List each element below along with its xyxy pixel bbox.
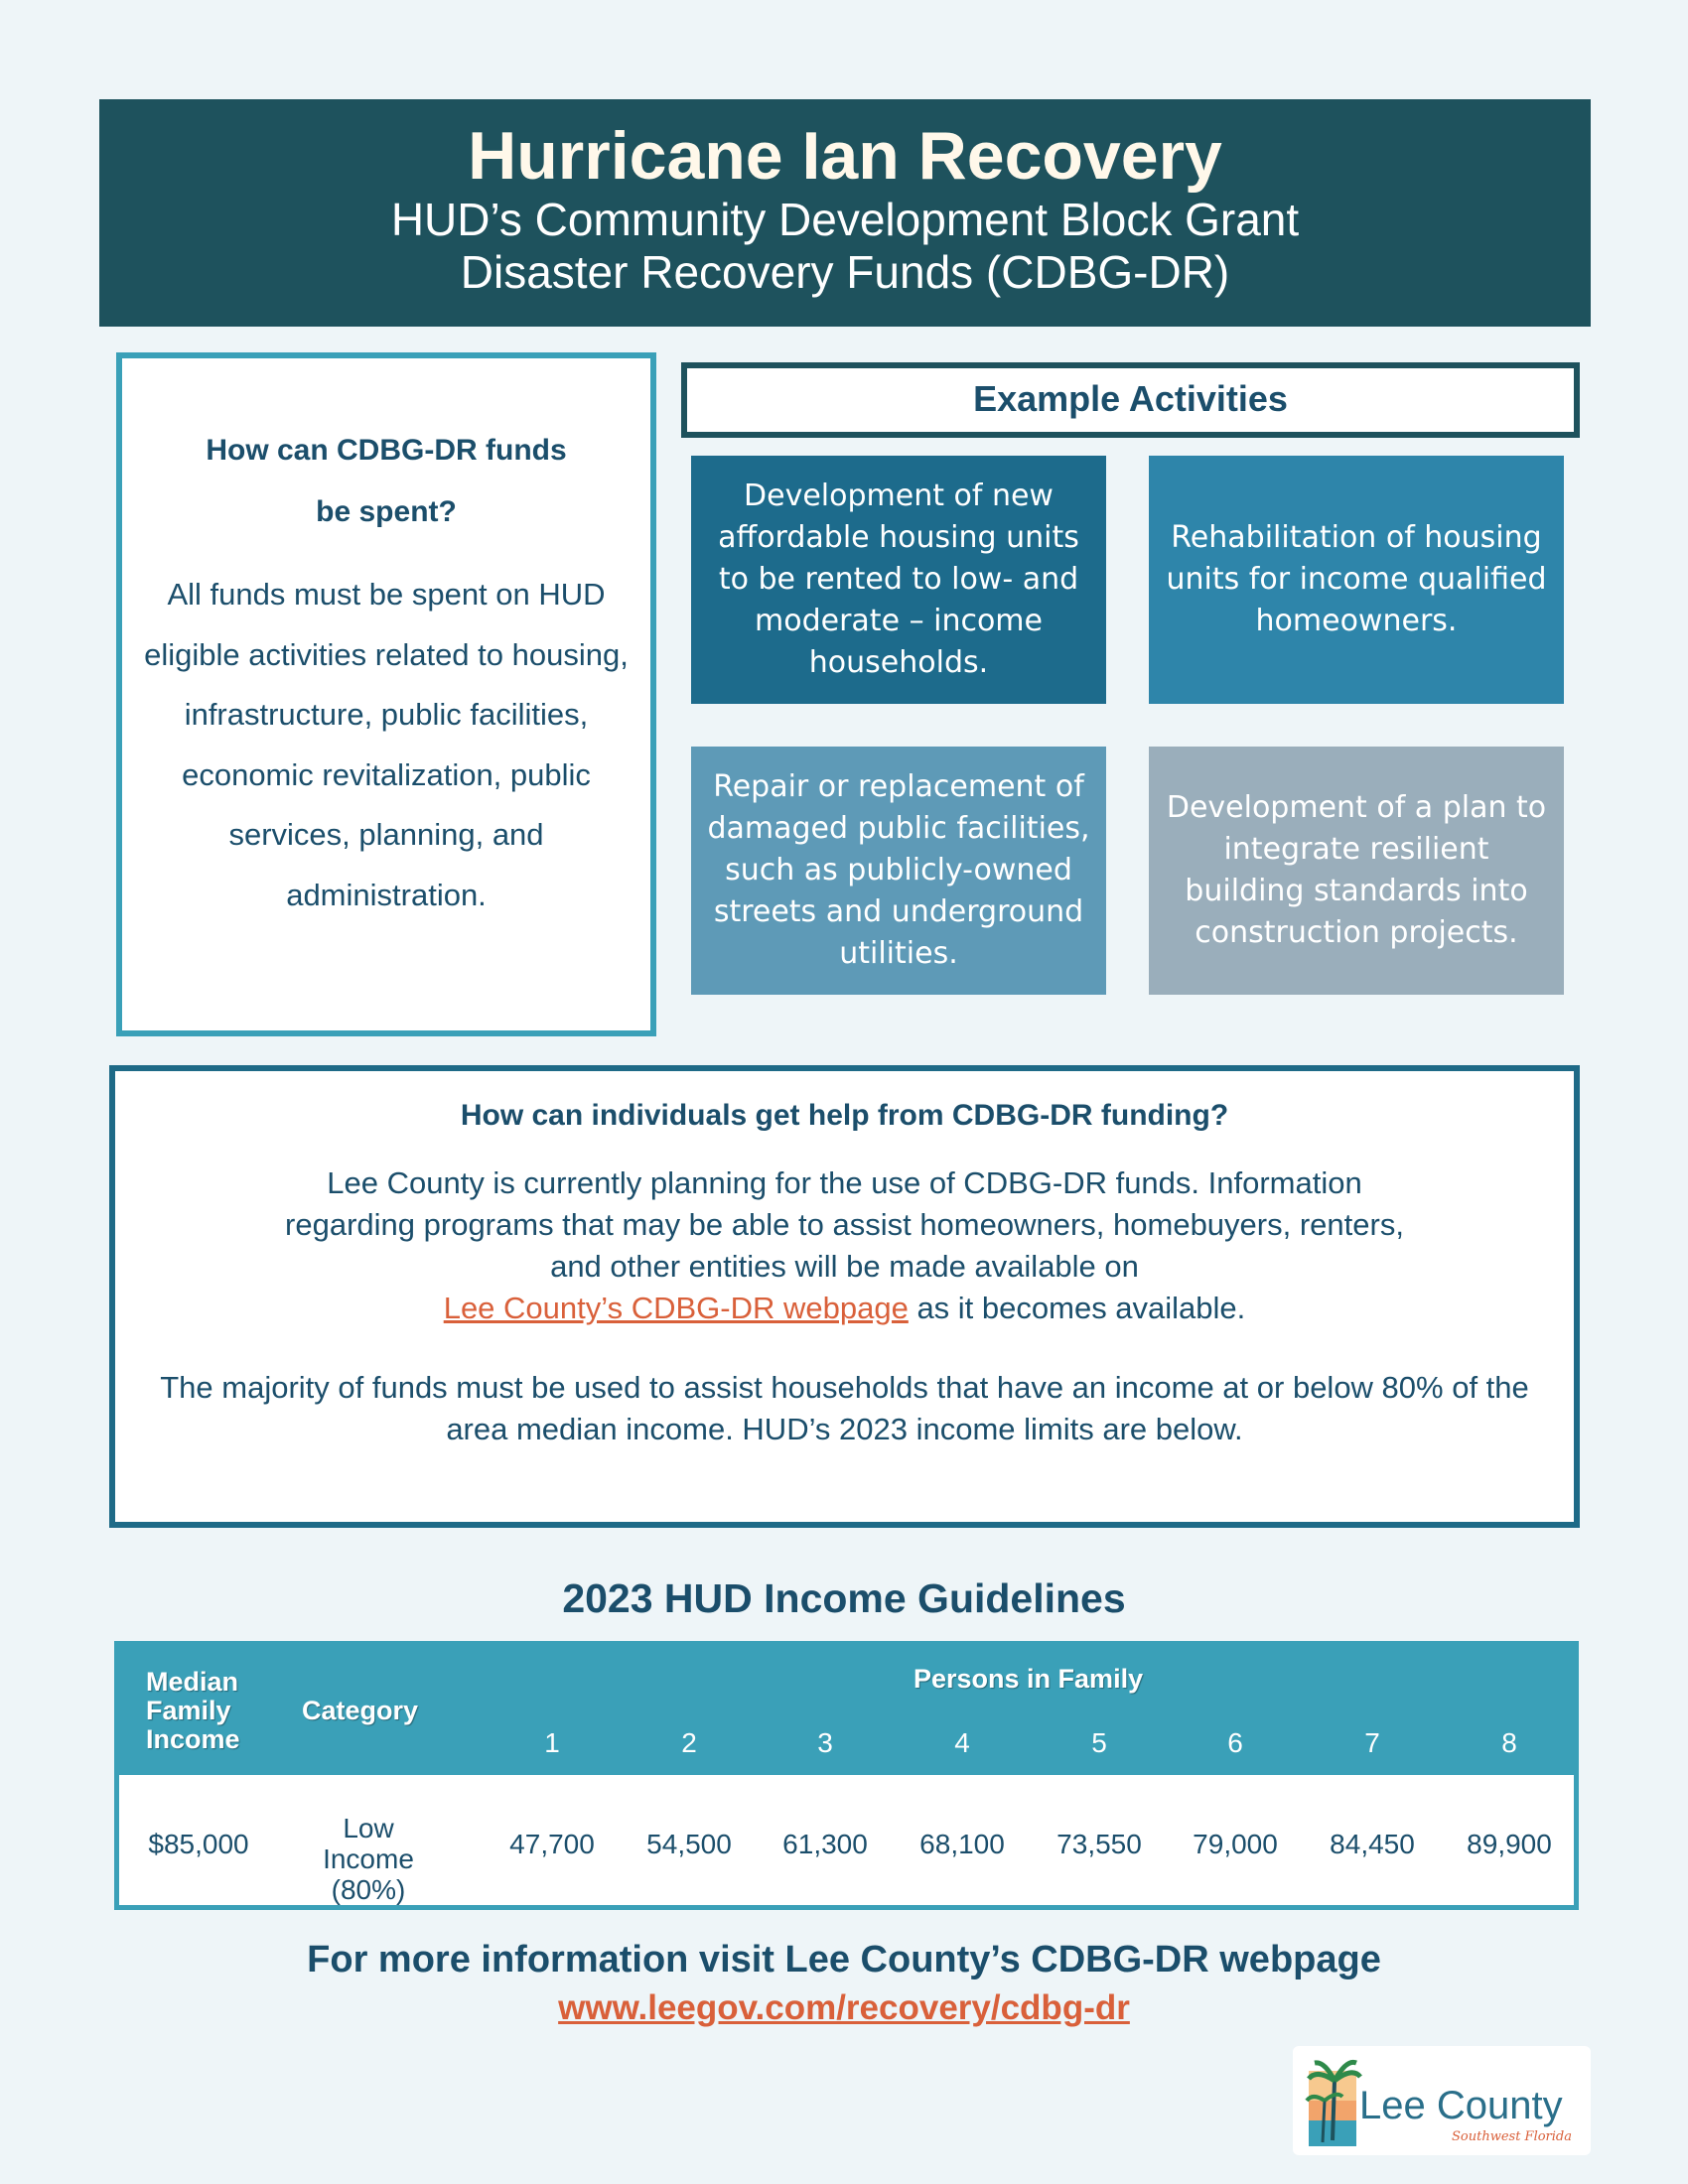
help-paragraph-1 [269,1162,1421,1329]
cdbg-dr-webpage-link[interactable]: Lee County’s CDBG-DR webpage [443,1291,909,1325]
footer-info-text: For more information visit Lee County’s CDBG-DR webpage [307,1939,1381,1980]
funds-usage-box [116,352,656,1036]
footer-webpage-link[interactable]: www.leegov.com/recovery/cdbg-dr [558,1988,1130,2027]
subtitle-line-2: Disaster Recovery Funds (CDBG-DR) [460,245,1230,298]
income-table [114,1641,1579,1910]
header-persons-in-family: Persons in Family [914,1664,1144,1694]
income-table-title: 2023 HUD Income Guidelines [562,1575,1126,1621]
cell-median-income: $85,000 [148,1829,249,1859]
cell-value-8: 89,900 [1467,1829,1552,1859]
header-persons-8: 8 [1501,1727,1517,1758]
help-question: How can individuals get help from CDBG-DR funding? [460,1099,1229,1132]
activity-tile-public-facilities: Repair or replacement of damaged public facilities, such as publicly-owned streets and underground utilities. [691,747,1106,995]
example-activities-header: Example Activities [681,362,1580,438]
cell-value-3: 61,300 [782,1829,868,1859]
funds-question [122,420,650,543]
header-median-family-income: Median Family Income [146,1667,240,1754]
cell-value-2: 54,500 [646,1829,732,1859]
activity-tile-rehabilitation: Rehabilitation of housing units for income qualified homeowners. [1149,456,1564,704]
cell-category: Low Income (80%) [323,1813,414,1905]
funds-question-line-1: How can CDBG-DR funds [206,434,567,467]
header-persons-3: 3 [817,1727,833,1758]
cell-value-5: 73,550 [1056,1829,1142,1859]
income-table-header [119,1646,1574,1775]
header-persons-1: 1 [544,1727,560,1758]
header-category: Category [302,1696,419,1725]
help-paragraph-1-text: Lee County is currently planning for the use of CDBG-DR funds. Information regarding programs that may be able to assist homeowners, homebuyers, renters, and other entities will be made available on [285,1165,1404,1284]
activity-tile-housing-development: Development of new affordable housing units to be rented to low- and moderate – income households. [691,456,1106,704]
activity-tile-resilience-plan: Development of a plan to integrate resilient building standards into construction projects. [1149,747,1564,995]
page-title: Hurricane Ian Recovery [468,118,1222,194]
header-persons-4: 4 [954,1727,970,1758]
funds-answer: All funds must be spent on HUD eligible activities related to housing, infrastructure, public facilities, economic revitalization, public services, planning, and administration. [144,577,629,912]
header-persons-2: 2 [681,1727,697,1758]
funds-question-line-2: be spent? [316,495,457,528]
header-persons-6: 6 [1227,1727,1243,1758]
help-paragraph-1-tail: as it becomes available. [916,1291,1246,1325]
cell-value-4: 68,100 [919,1829,1005,1859]
cell-value-7: 84,450 [1330,1829,1415,1859]
cell-value-1: 47,700 [509,1829,595,1859]
cell-value-6: 79,000 [1193,1829,1278,1859]
individual-help-box [109,1065,1580,1528]
logo-tagline: Southwest Florida [1452,2129,1572,2144]
lee-county-logo [1293,2046,1591,2155]
header-persons-5: 5 [1091,1727,1107,1758]
header-persons-7: 7 [1364,1727,1380,1758]
help-paragraph-2: The majority of funds must be used to assist households that have an income at or below 80% of the area median income. HUD’s 2023 income limits are below. [160,1370,1529,1446]
subtitle-line-1: HUD’s Community Development Block Grant [390,193,1300,245]
palm-tree-icon [1303,2051,1362,2150]
title-banner [99,99,1591,327]
logo-name: Lee County [1359,2084,1563,2127]
